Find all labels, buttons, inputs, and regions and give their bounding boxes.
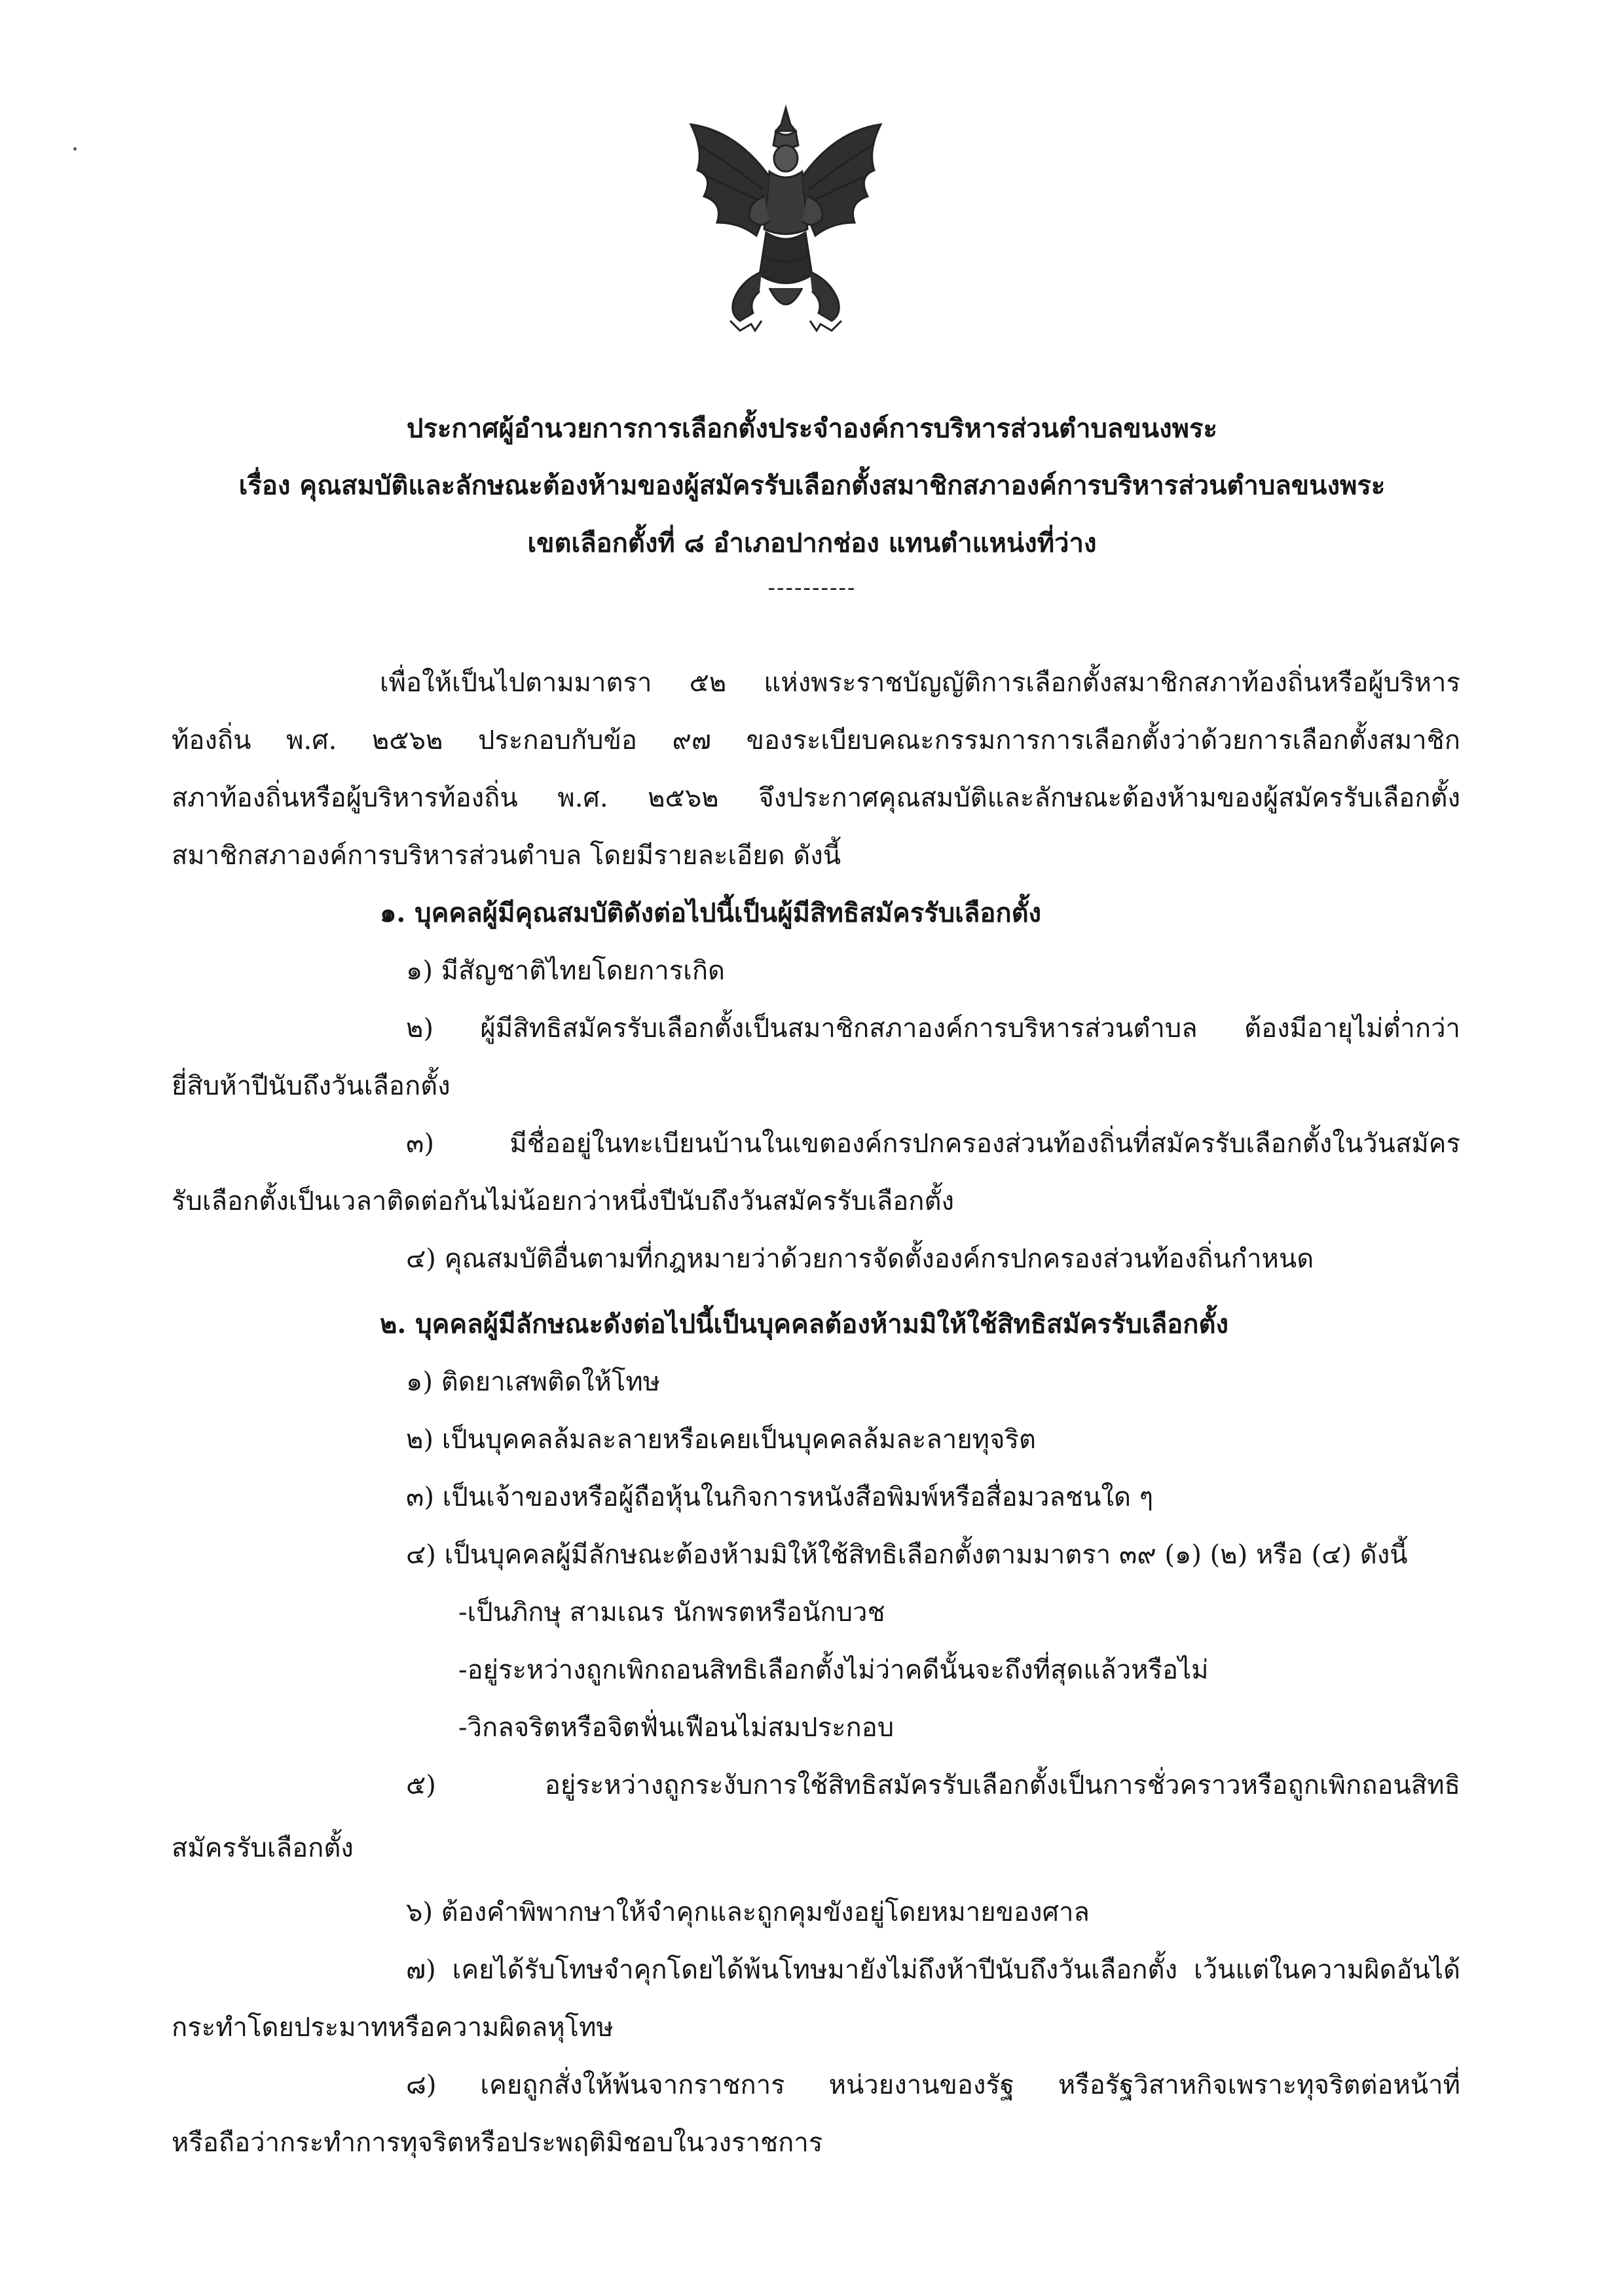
section-2-item-7-cont: กระทำโดยประมาทหรือความผิดลหุโทษ	[172, 2013, 614, 2043]
intro-line-3: สภาท้องถิ่นหรือผู้บริหารท้องถิ่น พ.ศ. ๒๕๖๒ จึงประกาศคุณสมบัติและลักษณะต้องห้ามของผู้สมัครรับเลือกตั้ง	[172, 783, 1460, 813]
section-2-item-5: ๕) อยู่ระหว่างถูกระงับการใช้สิทธิสมัครรับเลือกตั้งเป็นการชั่วคราวหรือถูกเพิกถอนสิทธิ	[406, 1770, 1460, 1800]
garuda-emblem-icon	[678, 105, 894, 337]
announcement-district: เขตเลือกตั้งที่ ๘ อำเภอปากช่อง แทนตำแหน่งที่ว่าง	[527, 528, 1097, 558]
announcement-title: ประกาศผู้อำนวยการการเลือกตั้งประจำองค์การบริหารส่วนตำบลขนงพระ	[407, 413, 1217, 444]
intro-line-4: สมาชิกสภาองค์การบริหารส่วนตำบล โดยมีรายละเอียด ดังนี้	[172, 841, 841, 871]
section-2-item-8: ๘) เคยถูกสั่งให้พ้นจากราชการ หน่วยงานของรัฐ หรือรัฐวิสาหกิจเพราะทุจริตต่อหน้าที่	[406, 2070, 1460, 2100]
intro-line-1: เพื่อให้เป็นไปตามมาตรา ๕๒ แห่งพระราชบัญญัติการเลือกตั้งสมาชิกสภาท้องถิ่นหรือผู้บริหาร	[380, 668, 1460, 698]
section-1-item-2-cont: ยี่สิบห้าปีนับถึงวันเลือกตั้ง	[172, 1071, 451, 1101]
section-1-item-2: ๒) ผู้มีสิทธิสมัครรับเลือกตั้งเป็นสมาชิกสภาองค์การบริหารส่วนตำบล ต้องมีอายุไม่ต่ำกว่า	[406, 1013, 1460, 1044]
scan-speck	[73, 147, 77, 151]
title-separator: ----------	[767, 575, 857, 601]
section-2-item-8-cont: หรือถือว่ากระทำการทุจริตหรือประพฤติมิชอบในวงราชการ	[172, 2128, 823, 2158]
section-2-item-4-sub-2: -อยู่ระหว่างถูกเพิกถอนสิทธิเลือกตั้งไม่ว่าคดีนั้นจะถึงที่สุดแล้วหรือไม่	[458, 1655, 1209, 1685]
section-2-item-1: ๑) ติดยาเสพติดให้โทษ	[406, 1367, 661, 1397]
section-2-item-4-sub-1: -เป็นภิกษุ สามเณร นักพรตหรือนักบวช	[458, 1597, 885, 1628]
section-2-item-4: ๔) เป็นบุคคลผู้มีลักษณะต้องห้ามมิให้ใช้สิทธิเลือกตั้งตามมาตรา ๓๙ (๑) (๒) หรือ (๔) ดังนี้	[406, 1540, 1408, 1570]
section-1-item-1: ๑) มีสัญชาติไทยโดยการเกิด	[406, 956, 726, 986]
section-2-item-5-cont: สมัครรับเลือกตั้ง	[172, 1833, 354, 1863]
section-2-item-6: ๖) ต้องคำพิพากษาให้จำคุกและถูกคุมขังอยู่โดยหมายของศาล	[406, 1897, 1090, 1927]
section-1-heading: ๑. บุคคลผู้มีคุณสมบัติดังต่อไปนี้เป็นผู้มีสิทธิสมัครรับเลือกตั้ง	[380, 898, 1042, 928]
section-2-heading: ๒. บุคคลผู้มีลักษณะดังต่อไปนี้เป็นบุคคลต้องห้ามมิให้ใช้สิทธิสมัครรับเลือกตั้ง	[380, 1309, 1229, 1339]
section-1-item-4: ๔) คุณสมบัติอื่นตามที่กฎหมายว่าด้วยการจัดตั้งองค์กรปกครองส่วนท้องถิ่นกำหนด	[406, 1244, 1314, 1274]
section-1-item-3: ๓) มีชื่ออยู่ในทะเบียนบ้านในเขตองค์กรปกครองส่วนท้องถิ่นที่สมัครรับเลือกตั้งในวันสมัคร	[406, 1129, 1460, 1159]
section-2-item-3: ๓) เป็นเจ้าของหรือผู้ถือหุ้นในกิจการหนังสือพิมพ์หรือสื่อมวลชนใด ๆ	[406, 1482, 1154, 1512]
announcement-subject: เรื่อง คุณสมบัติและลักษณะต้องห้ามของผู้สมัครรับเลือกตั้งสมาชิกสภาองค์การบริหารส่วนตำบลขนงพระ	[238, 470, 1386, 501]
intro-line-2: ท้องถิ่น พ.ศ. ๒๕๖๒ ประกอบกับข้อ ๙๗ ของระเบียบคณะกรรมการการเลือกตั้งว่าด้วยการเลือกตั้งสมาชิก	[172, 725, 1460, 756]
section-2-item-4-sub-3: -วิกลจริตหรือจิตฟั่นเฟือนไม่สมประกอบ	[458, 1713, 895, 1743]
section-2-item-2: ๒) เป็นบุคคลล้มละลายหรือเคยเป็นบุคคลล้มละลายทุจริต	[406, 1425, 1036, 1455]
section-2-item-7: ๗) เคยได้รับโทษจำคุกโดยได้พ้นโทษมายังไม่ถึงห้าปีนับถึงวันเลือกตั้ง เว้นแต่ในความผิดอันได้	[406, 1955, 1460, 1985]
section-1-item-3-cont: รับเลือกตั้งเป็นเวลาติดต่อกันไม่น้อยกว่าหนึ่งปีนับถึงวันสมัครรับเลือกตั้ง	[172, 1186, 955, 1216]
